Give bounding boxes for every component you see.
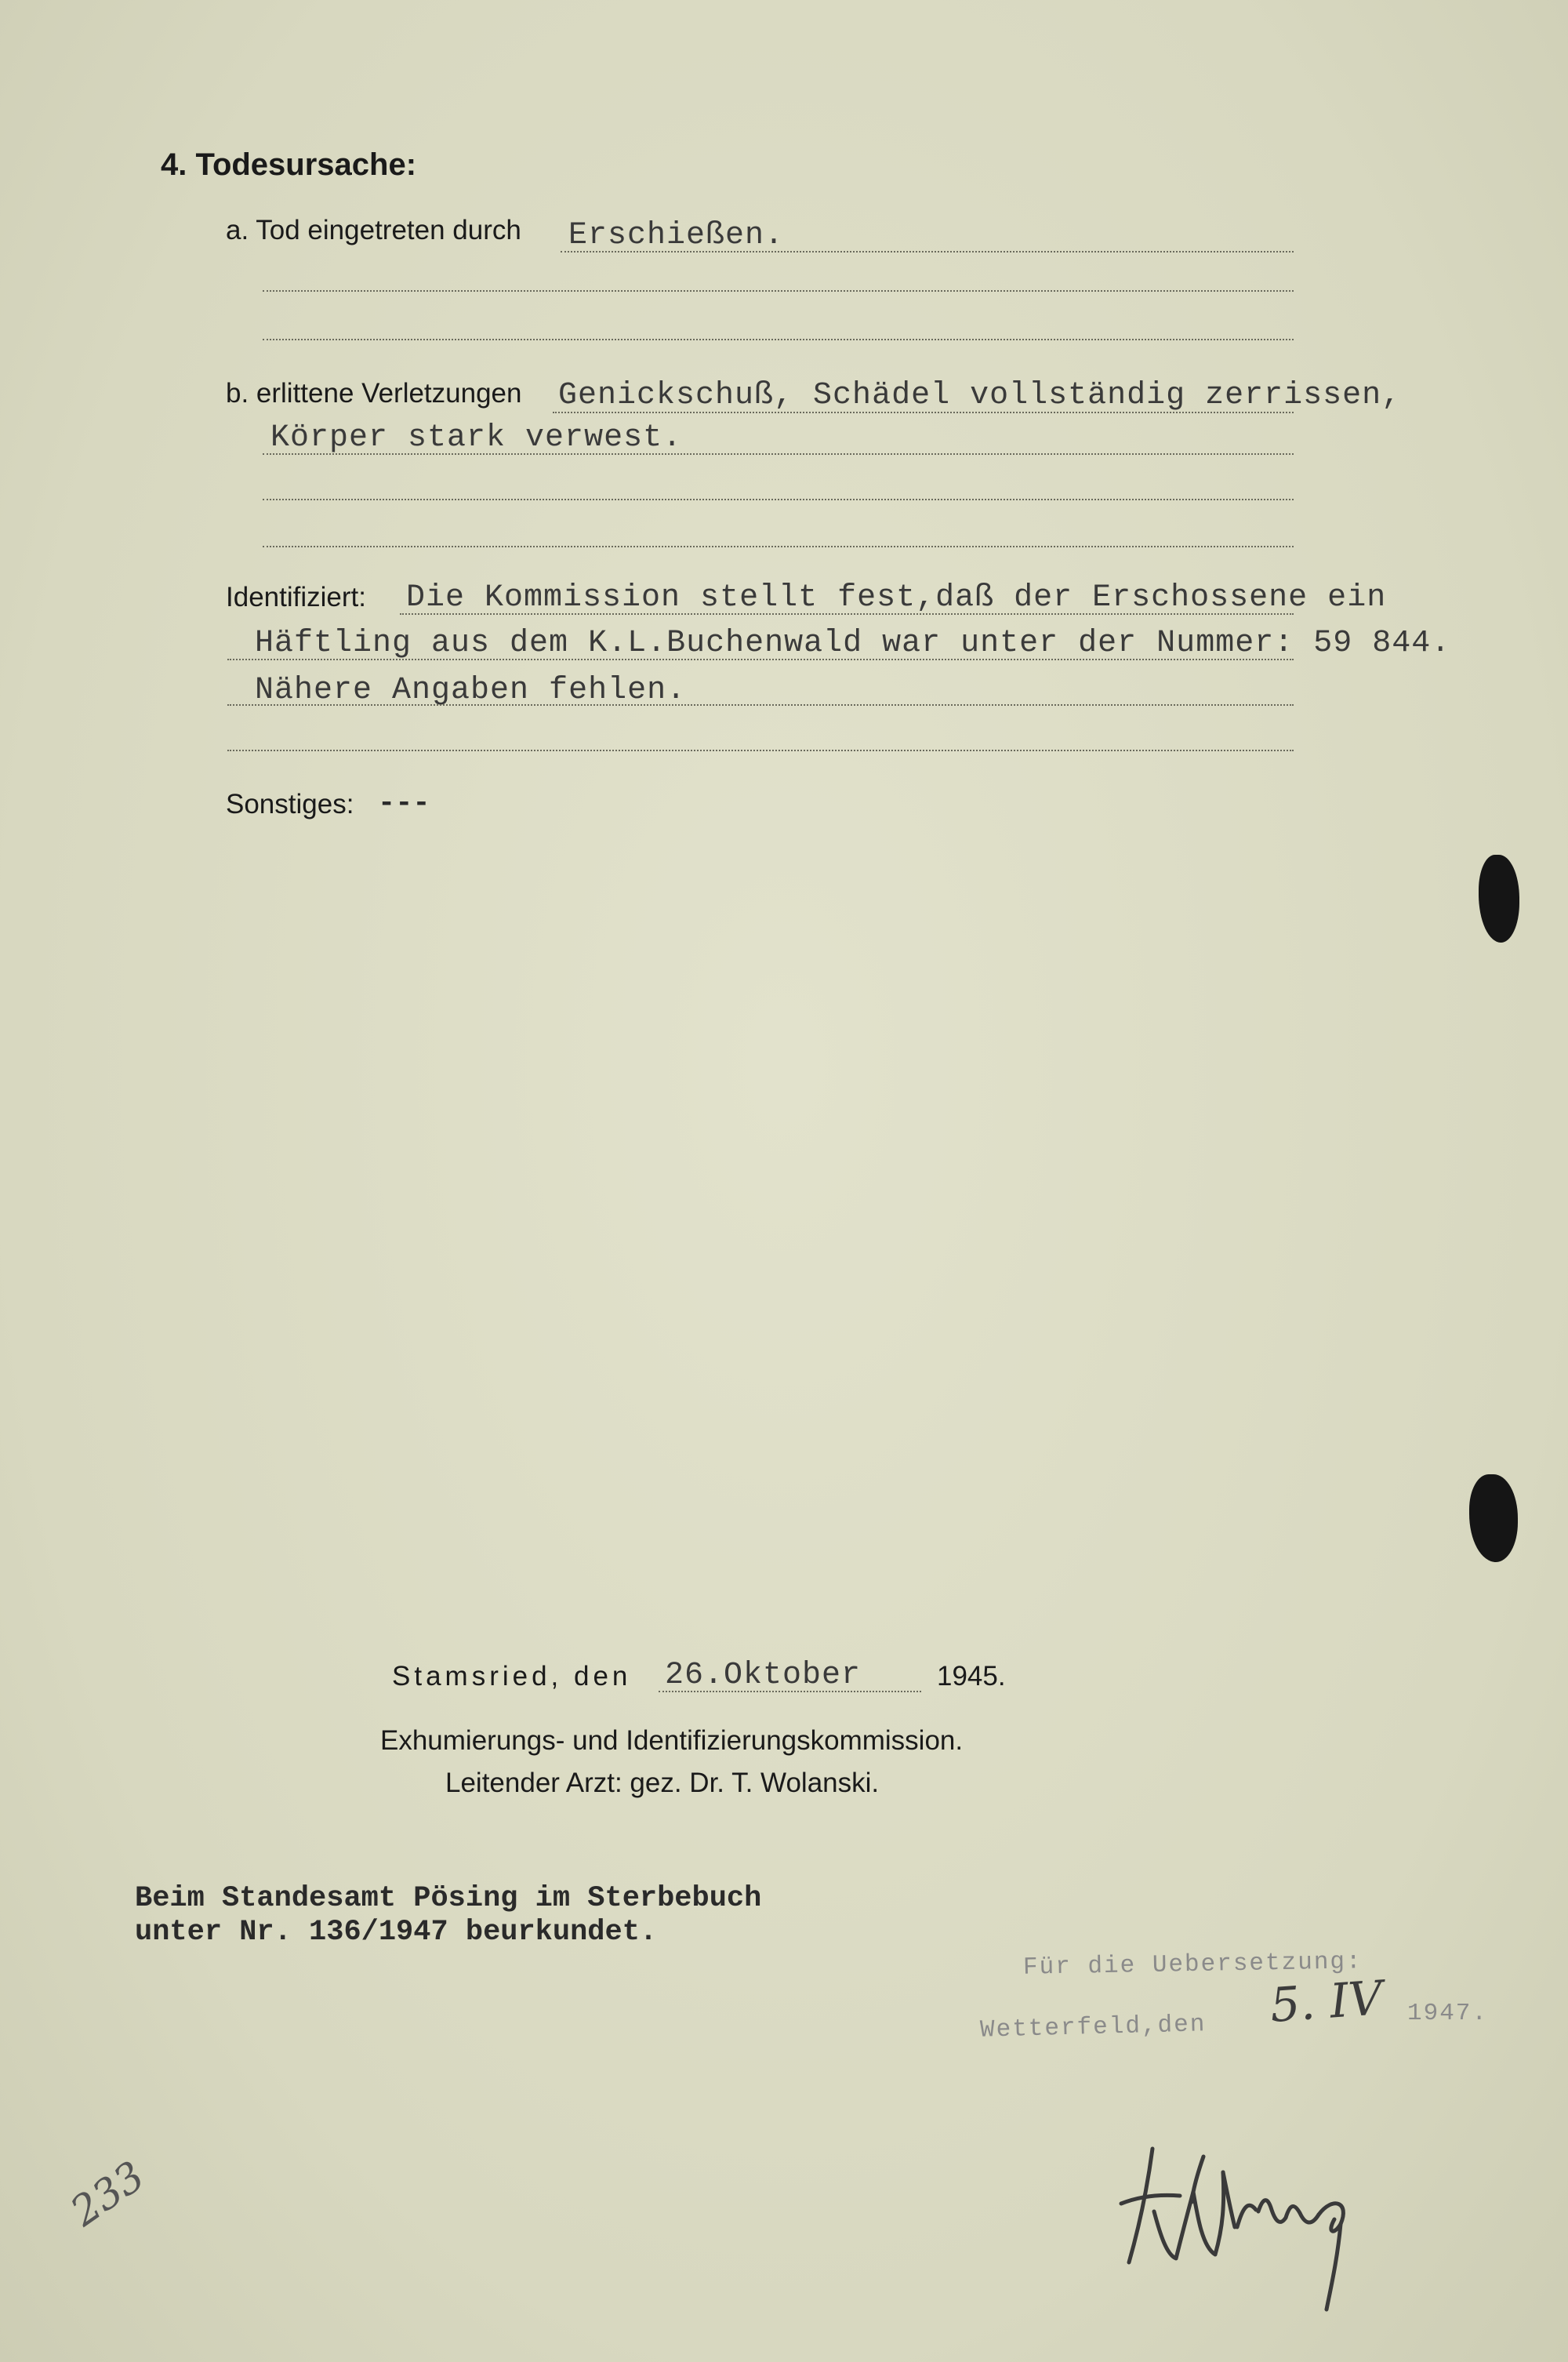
dotted-line bbox=[263, 290, 1294, 292]
dotted-line bbox=[553, 412, 1294, 413]
commission-name: Exhumierungs- und Identifizierungskommission. bbox=[380, 1725, 964, 1756]
dotted-line bbox=[227, 704, 1294, 706]
doctor-name: Leitender Arzt: gez. Dr. T. Wolanski. bbox=[445, 1768, 880, 1798]
place-date-prefix: Stamsried, den bbox=[392, 1661, 632, 1692]
dotted-line bbox=[263, 339, 1294, 340]
identified-line-3: Nähere Angaben fehlen. bbox=[255, 673, 687, 708]
identified-line-2: Häftling aus dem K.L.Buchenwald war unter der Nummer: 59 844. bbox=[255, 626, 1451, 661]
registry-line-2: unter Nr. 136/1947 beurkundet. bbox=[135, 1916, 658, 1949]
registry-line-1: Beim Standesamt Pösing im Sterbebuch bbox=[135, 1882, 762, 1915]
cause-value: Erschießen. bbox=[568, 218, 785, 253]
translation-stamp-place: Wetterfeld,den bbox=[979, 2011, 1207, 2044]
dotted-line bbox=[561, 251, 1294, 253]
dotted-line bbox=[263, 453, 1294, 455]
place-date-typed: 26.Oktober bbox=[665, 1658, 862, 1693]
injuries-label: b. erlittene Verletzungen bbox=[226, 378, 522, 409]
page-number: 233 bbox=[62, 2152, 154, 2237]
translation-stamp-year: 1947. bbox=[1407, 2000, 1489, 2027]
dotted-line bbox=[400, 613, 1294, 615]
translation-date-handwritten: 5. IV bbox=[1268, 1971, 1385, 2033]
handwritten-signature bbox=[1105, 2117, 1388, 2313]
other-value: --- bbox=[378, 787, 430, 820]
place-date-year: 1945. bbox=[937, 1661, 1006, 1692]
injuries-line-1: Genickschuß, Schädel vollständig zerrissen, bbox=[558, 378, 1402, 413]
punch-hole bbox=[1469, 1474, 1518, 1562]
translation-stamp-line-1: Für die Uebersetzung: bbox=[1022, 1948, 1363, 1982]
dotted-line bbox=[659, 1691, 921, 1692]
identified-label: Identifiziert: bbox=[226, 582, 366, 612]
dotted-line bbox=[227, 659, 1294, 660]
cause-label: a. Tod eingetreten durch bbox=[226, 215, 521, 245]
identified-line-1: Die Kommission stellt fest,daß der Erschossene ein bbox=[406, 580, 1387, 616]
section-heading: 4. Todesursache: bbox=[161, 147, 417, 182]
injuries-line-2: Körper stark verwest. bbox=[270, 420, 683, 456]
dotted-line bbox=[263, 546, 1294, 547]
punch-hole bbox=[1479, 855, 1519, 943]
dotted-line bbox=[263, 499, 1294, 500]
dotted-line bbox=[227, 750, 1294, 751]
other-label: Sonstiges: bbox=[226, 789, 354, 819]
